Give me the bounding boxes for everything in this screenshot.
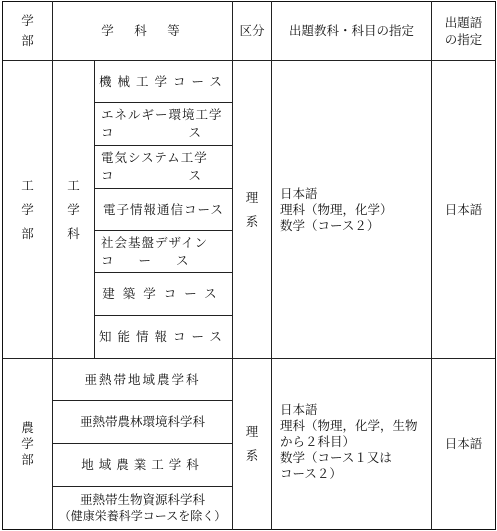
dept-regional-agri-eng: 地域農業工学科 — [81, 457, 204, 472]
faculty-agriculture: 農 学 部 — [21, 420, 34, 467]
dept-subtropical-forest: 亜熱帯農林環境科学科 — [79, 414, 205, 429]
course-intelligent-info: 知能情報コース — [99, 329, 228, 344]
header-language: 出題語 の指定 — [444, 15, 483, 47]
faculty-engineering: 工 学 部 — [21, 177, 34, 241]
subjects-engineering: 日本語 理科（物理，化学） 数学（コース２） — [280, 186, 393, 233]
header-subjects: 出題教科・科目の指定 — [288, 23, 414, 38]
language-engineering: 日本語 — [444, 201, 483, 217]
course-divider — [94, 102, 232, 103]
table-border-bottom — [2, 529, 496, 530]
course-divider — [94, 230, 232, 231]
language-agriculture: 日本語 — [444, 436, 483, 451]
course-electrical: 電気システム工学 コ ス — [101, 150, 208, 183]
course-electronic: 電子情報通信コース — [103, 201, 224, 217]
course-mechanical: 機械工学コース — [99, 73, 228, 89]
header-dept: 学 科 等 — [101, 23, 184, 38]
dept-engineering: 工 学 科 — [67, 177, 80, 241]
course-architecture: 建築学コース — [102, 286, 225, 301]
course-divider — [94, 145, 232, 146]
division-agriculture: 理 系 — [245, 424, 259, 463]
course-civil: 社会基盤デザイン コ ー ス — [101, 235, 209, 268]
subjects-agriculture: 日本語 理科（物理，化学，生物 から２科目） 数学（コース１又は コース２） — [280, 402, 418, 481]
division-engineering: 理 系 — [245, 189, 259, 229]
table-border-right — [495, 1, 496, 530]
dept-subtropical-bio: 亜熱帯生物資源科学科 （健康栄養科学コースを除く） — [58, 492, 227, 523]
course-energy: エネルギー環境工学 コ ス — [101, 107, 223, 140]
col-divider-division — [271, 1, 272, 530]
dept-subtropical-agri: 亜熱帯地域農学科 — [84, 371, 201, 387]
header-faculty: 学 部 — [21, 13, 34, 48]
header-division: 区分 — [239, 23, 265, 38]
